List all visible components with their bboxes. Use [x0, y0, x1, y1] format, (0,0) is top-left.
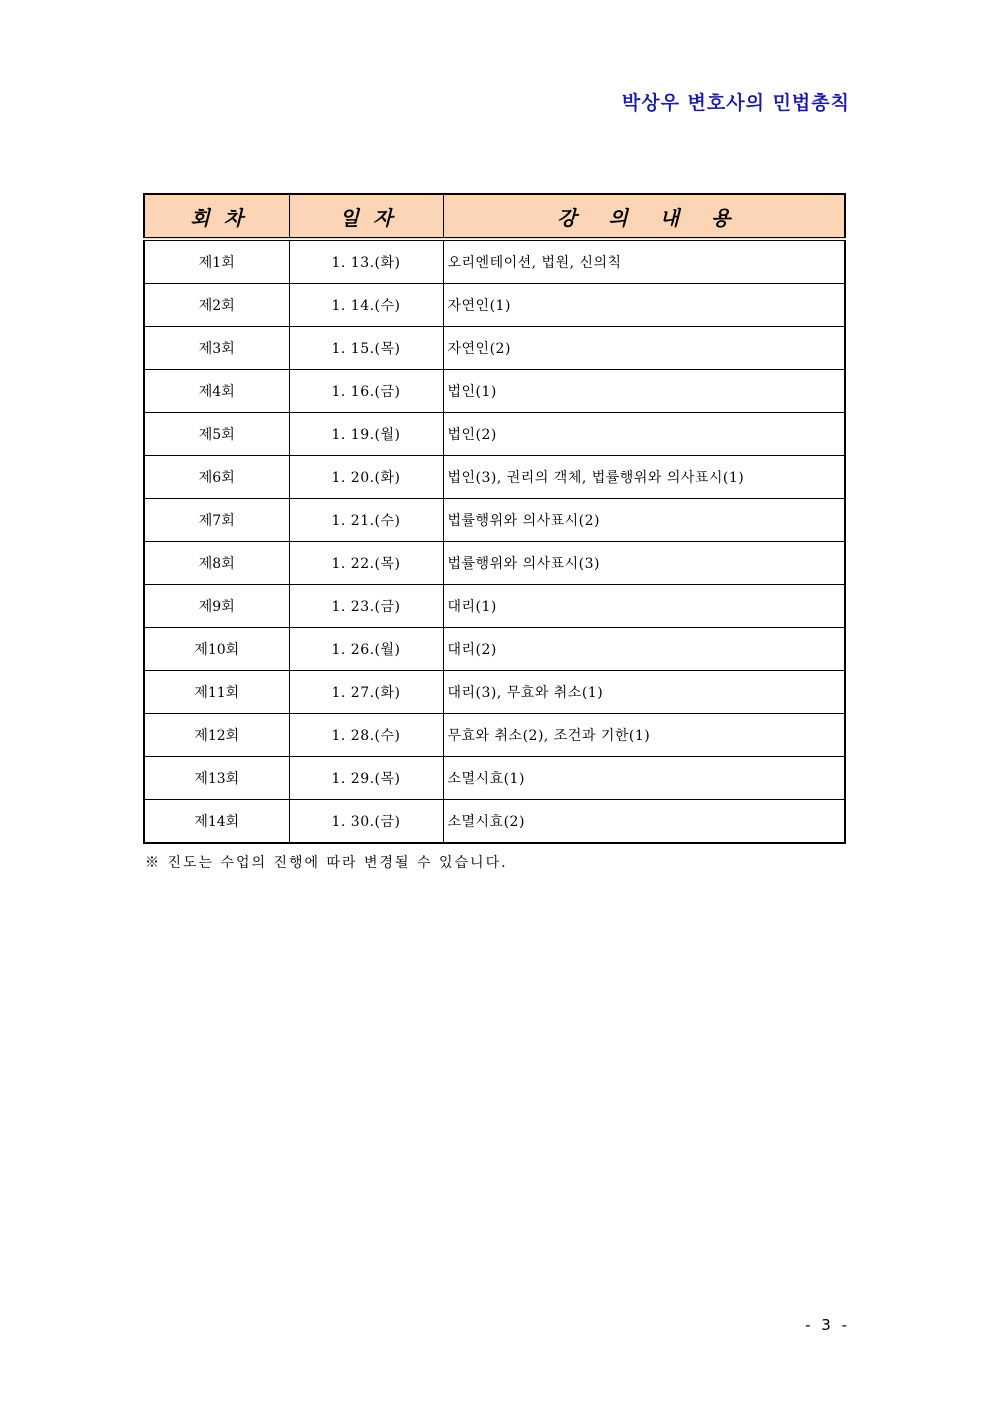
schedule-footnote: ※ 진도는 수업의 진행에 따라 변경될 수 있습니다.	[145, 855, 508, 871]
column-header-session: 회차	[144, 194, 289, 239]
session-cell: 제14회	[144, 800, 289, 844]
session-cell: 제6회	[144, 456, 289, 499]
content-cell: 소멸시효(2)	[443, 800, 845, 844]
table-row	[144, 585, 845, 628]
content-cell: 법인(1)	[443, 370, 845, 413]
date-cell: 1. 16.(금)	[289, 370, 443, 413]
content-cell: 소멸시효(1)	[443, 757, 845, 800]
session-cell: 제7회	[144, 499, 289, 542]
date-cell: 1. 28.(수)	[289, 714, 443, 757]
date-cell: 1. 26.(월)	[289, 628, 443, 671]
table-row	[144, 413, 845, 456]
table-row	[144, 714, 845, 757]
table-row	[144, 757, 845, 800]
table-row	[144, 456, 845, 499]
content-cell: 법률행위와 의사표시(2)	[443, 499, 845, 542]
date-cell: 1. 23.(금)	[289, 585, 443, 628]
date-cell: 1. 14.(수)	[289, 284, 443, 327]
content-cell: 오리엔테이션, 법원, 신의칙	[443, 239, 845, 284]
table-row	[144, 671, 845, 714]
table-row	[144, 284, 845, 327]
content-cell: 대리(3), 무효와 취소(1)	[443, 671, 845, 714]
content-cell: 대리(1)	[443, 585, 845, 628]
date-cell: 1. 15.(목)	[289, 327, 443, 370]
content-cell: 무효와 취소(2), 조건과 기한(1)	[443, 714, 845, 757]
date-cell: 1. 19.(월)	[289, 413, 443, 456]
date-cell: 1. 22.(목)	[289, 542, 443, 585]
date-cell: 1. 21.(수)	[289, 499, 443, 542]
table-row	[144, 239, 845, 284]
date-cell: 1. 27.(화)	[289, 671, 443, 714]
table-row	[144, 499, 845, 542]
date-cell: 1. 30.(금)	[289, 800, 443, 844]
session-cell: 제9회	[144, 585, 289, 628]
date-cell: 1. 13.(화)	[289, 239, 443, 284]
session-cell: 제13회	[144, 757, 289, 800]
content-cell: 법률행위와 의사표시(3)	[443, 542, 845, 585]
column-header-date: 일자	[289, 194, 443, 239]
session-cell: 제1회	[144, 239, 289, 284]
session-cell: 제4회	[144, 370, 289, 413]
session-cell: 제8회	[144, 542, 289, 585]
table-row	[144, 628, 845, 671]
session-cell: 제2회	[144, 284, 289, 327]
date-cell: 1. 29.(목)	[289, 757, 443, 800]
table-row	[144, 370, 845, 413]
table-header-row	[144, 194, 845, 239]
content-cell: 법인(3), 권리의 객체, 법률행위와 의사표시(1)	[443, 456, 845, 499]
document-title: 박상우 변호사의 민법총칙	[621, 92, 850, 114]
content-cell: 자연인(1)	[443, 284, 845, 327]
content-cell: 법인(2)	[443, 413, 845, 456]
table-row	[144, 542, 845, 585]
column-header-content: 강의내용	[443, 194, 845, 239]
session-cell: 제3회	[144, 327, 289, 370]
content-cell: 대리(2)	[443, 628, 845, 671]
session-cell: 제11회	[144, 671, 289, 714]
lecture-schedule-table	[143, 193, 846, 844]
date-cell: 1. 20.(화)	[289, 456, 443, 499]
page-number: - 3 -	[805, 1316, 850, 1334]
content-cell: 자연인(2)	[443, 327, 845, 370]
table-row	[144, 800, 845, 844]
session-cell: 제5회	[144, 413, 289, 456]
session-cell: 제10회	[144, 628, 289, 671]
session-cell: 제12회	[144, 714, 289, 757]
table-row	[144, 327, 845, 370]
